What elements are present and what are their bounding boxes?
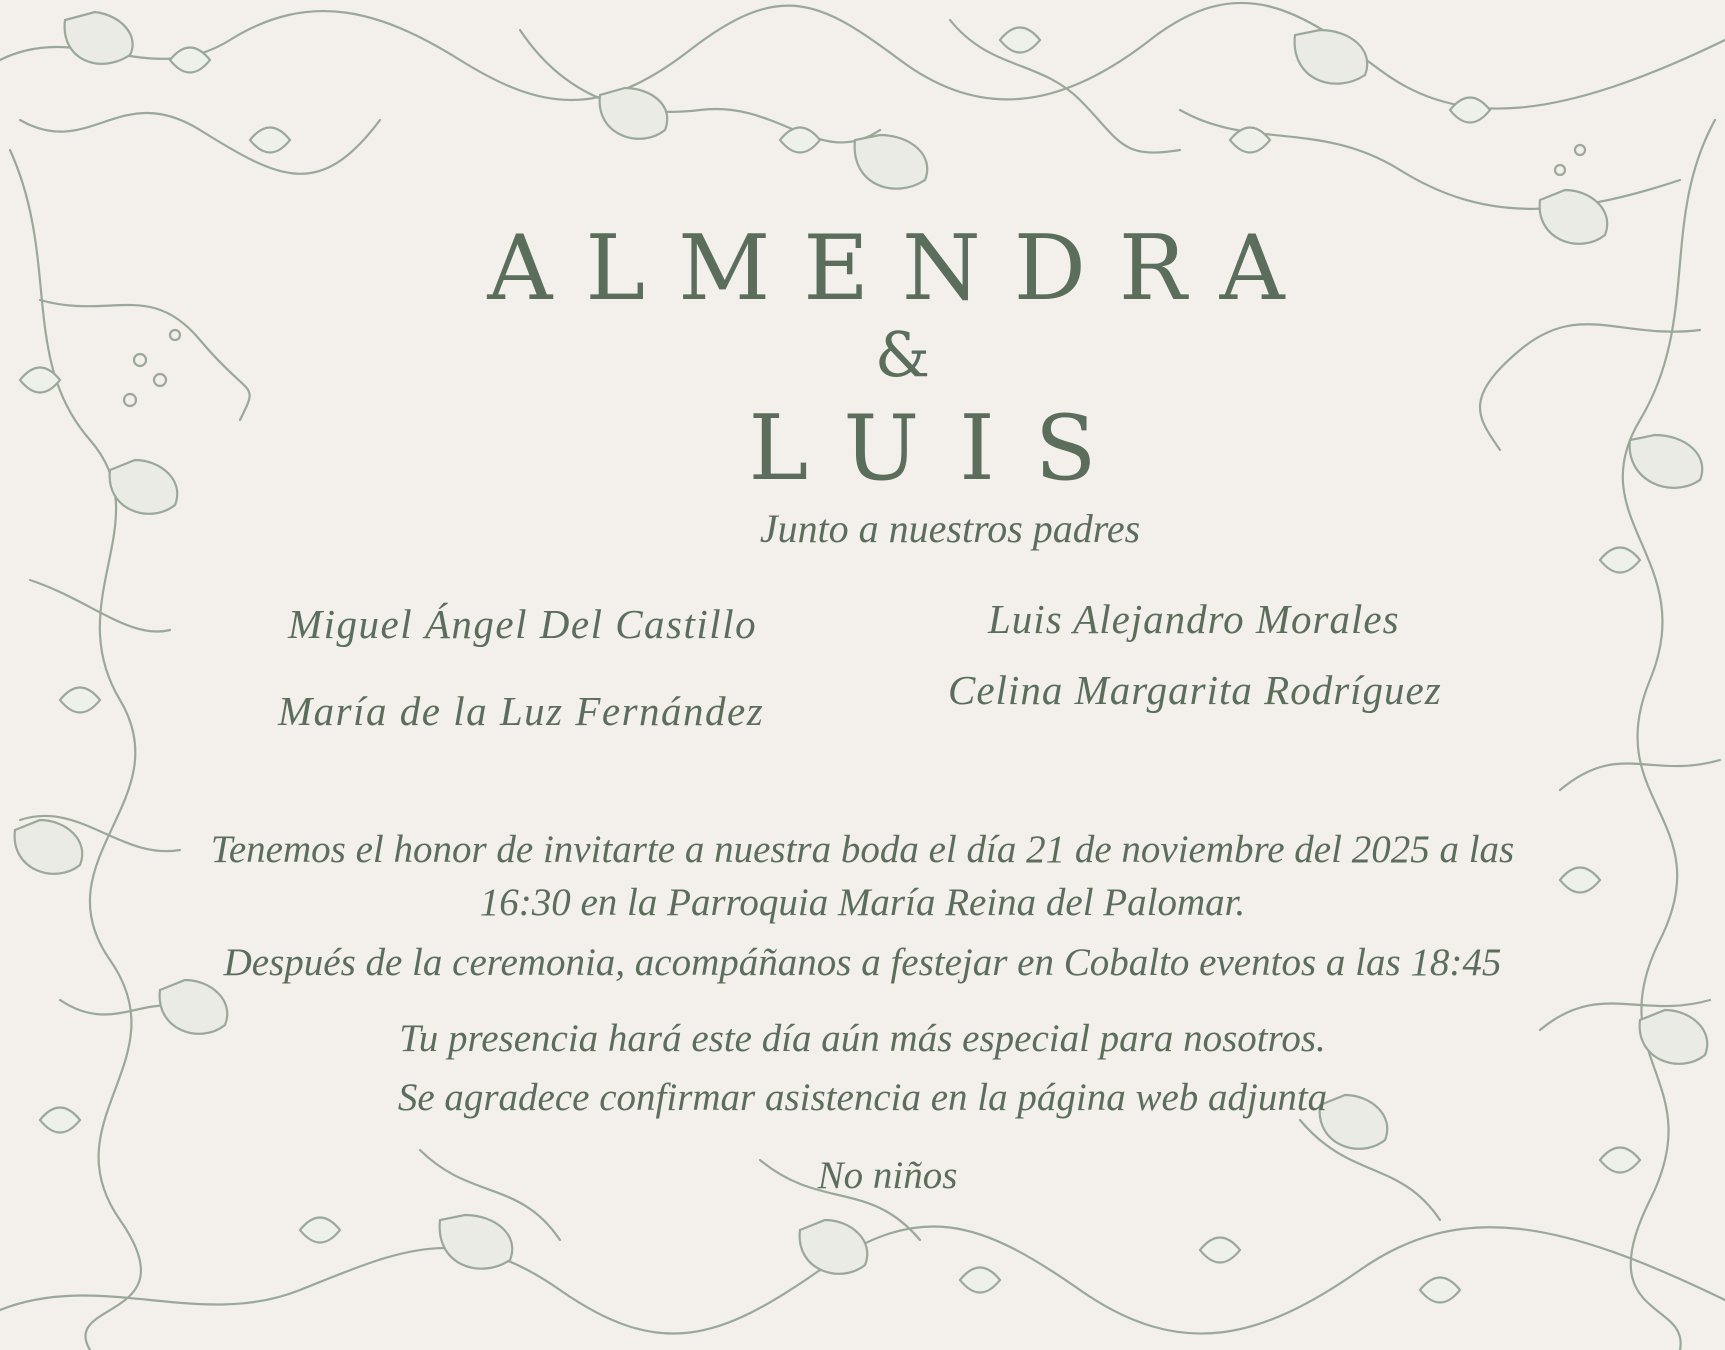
message-line: Tu presencia hará este día aún más especial para nosotros.: [399, 1017, 1326, 1060]
bride-name: ALMENDRA: [487, 216, 1318, 321]
bride-mother: María de la Luz Fernández: [278, 688, 765, 734]
ampersand: &: [874, 318, 931, 391]
bride-father: Miguel Ángel Del Castillo: [288, 601, 758, 647]
message-line: 16:30 en la Parroquia María Reina del Palomar.: [479, 881, 1246, 924]
no-children-note: No niños: [817, 1154, 958, 1197]
groom-mother: Celina Margarita Rodríguez: [948, 667, 1442, 713]
groom-father: Luis Alejandro Morales: [988, 596, 1400, 642]
message-line: Se agradece confirmar asistencia en la página web adjunta: [397, 1076, 1328, 1119]
groom-name: LUIS: [748, 396, 1137, 501]
parents-intro: Junto a nuestros padres: [759, 506, 1141, 551]
message-line: Tenemos el honor de invitarte a nuestra boda el día 21 de noviembre del 2025 a las: [210, 828, 1515, 871]
message-line: Después de la ceremonia, acompáñanos a festejar en Cobalto eventos a las 18:45: [223, 941, 1502, 984]
